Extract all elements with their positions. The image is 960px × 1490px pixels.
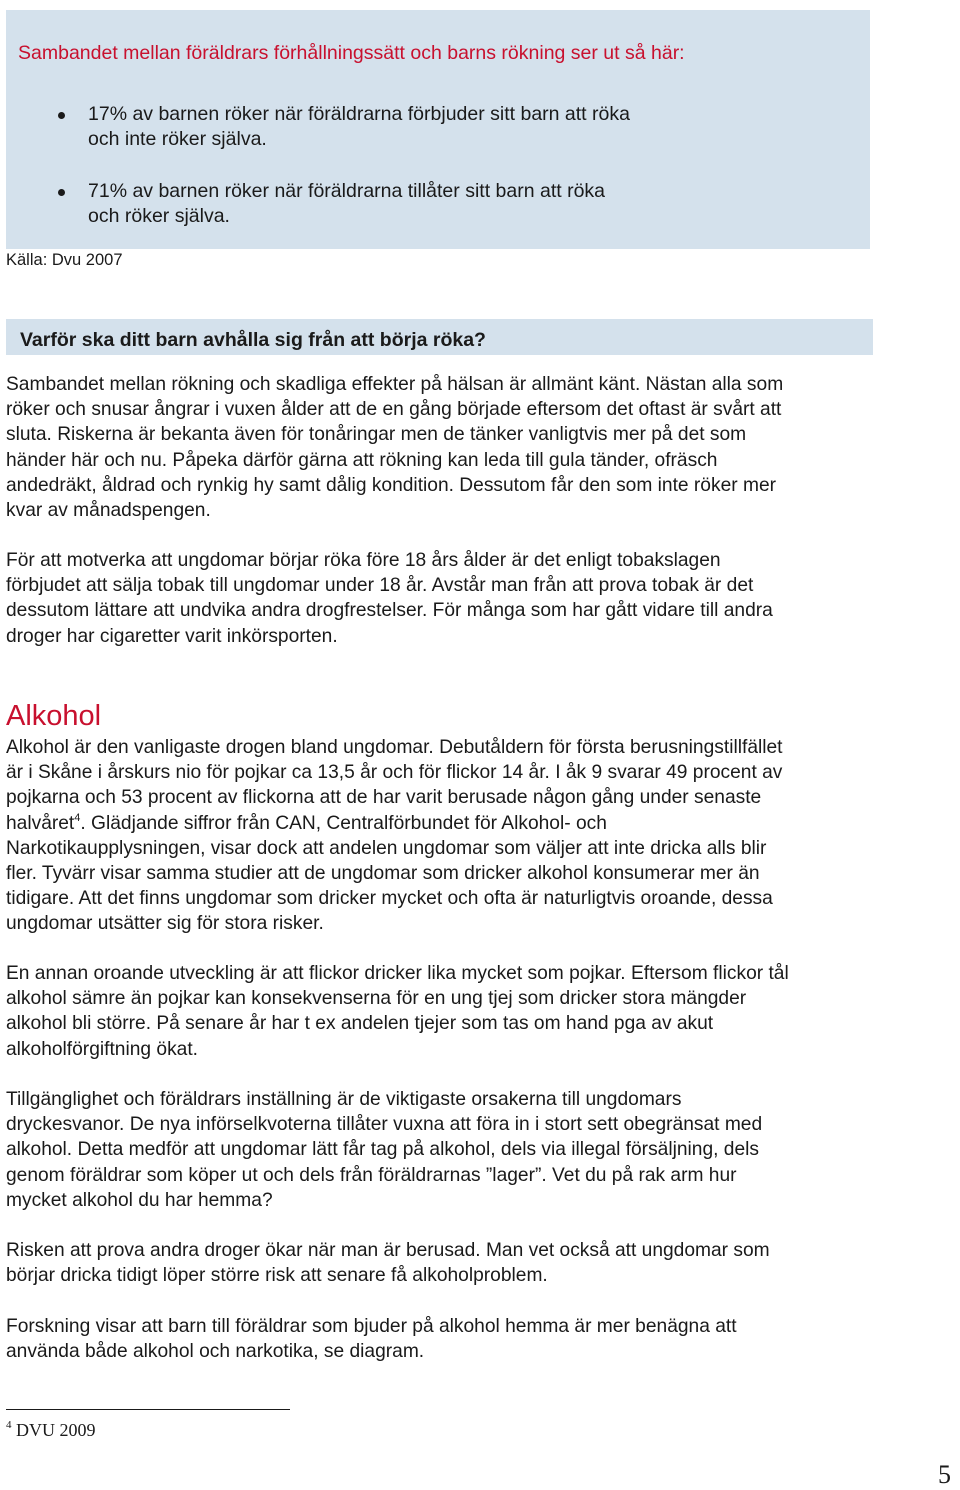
text-line: genom föräldrar som köper ut och dels från föräldrarnas ”lager”. Vet du på rak arm hur <box>6 1164 737 1186</box>
text-line: alkoholförgiftning ökat. <box>6 1038 198 1060</box>
text-fragment: . Glädjande siffror från CAN, Centralförbundet för Alkohol- och <box>80 812 607 834</box>
footnote-number: 4 <box>6 1419 12 1431</box>
text-line: dessutom lättare att undvika andra drogfrestelser. För många som har gått vidare till andra <box>6 600 773 622</box>
text-line: fler. Tyvärr visar samma studier att de ungdomar som dricker alkohol konsumerar mer än <box>6 863 760 885</box>
text-line: är i Skåne i årskurs nio för pojkar ca 13,5 år och för flickor 14 år. I åk 9 svarar 49 procent av <box>6 762 783 784</box>
fact-item <box>88 102 630 152</box>
text-line: röker och snusar ångrar i vuxen ålder att de en gång började eftersom det oftast är svårt att <box>6 399 782 421</box>
bullet-icon <box>58 189 65 196</box>
page-number: 5 <box>938 1460 951 1489</box>
text-line: mycket alkohol du har hemma? <box>6 1189 273 1211</box>
text-line: Narkotikaupplysningen, visar dock att andelen ungdomar som väljer att inte dricka alls blir <box>6 837 767 859</box>
text-line <box>6 811 906 836</box>
text-line: händer här och nu. Påpeka därför gärna att rökning kan leda till gula tänder, ofräsch <box>6 449 718 471</box>
text-line: Risken att prova andra droger ökar när man är berusad. Man vet också att ungdomar som <box>6 1240 770 1261</box>
text-line: börjar dricka tidigt löper större risk att senare få alkoholproblem. <box>6 1265 548 1287</box>
paragraph <box>6 372 906 523</box>
paragraph <box>6 961 906 1062</box>
text-fragment: halvåret <box>6 812 75 834</box>
bullet-icon <box>58 112 65 119</box>
text-line: En annan oroande utveckling är att flickor dricker lika mycket som pojkar. Eftersom flickor tål <box>6 963 789 984</box>
text-line: pojkarna och 53 procent av flickorna att de har varit berusade någon gång under senaste <box>6 787 762 809</box>
footnote <box>6 1420 96 1441</box>
footnote-reference: 4 <box>74 811 81 824</box>
fact-line: och röker själva. <box>88 205 230 227</box>
paragraph <box>6 1087 906 1213</box>
text-line: använda både alkohol och narkotika, se diagram. <box>6 1341 425 1363</box>
text-line: Sambandet mellan rökning och skadliga effekter på hälsan är allmänt känt. Nästan alla som <box>6 374 784 395</box>
text-line: droger har cigaretter varit inkörsporten. <box>6 625 338 647</box>
text-line: alkohol. Detta medför att ungdomar lätt får tag på alkohol, dels via illegal försäljning, dels <box>6 1139 759 1161</box>
text-line: andedräkt, åldrad och rynkig hy samt dålig kondition. Dessutom får den som inte röker mer <box>6 474 777 496</box>
text-line: Tillgänglighet och föräldrars inställning är de viktigaste orsakerna till ungdomars <box>6 1089 682 1110</box>
fact-line: och inte röker själva. <box>88 128 267 150</box>
text-line: dryckesvanor. De nya införselkvoterna tillåter vuxna att föra in i stort sett obegränsat med <box>6 1114 763 1136</box>
text-line: alkohol sämre än pojkar kan konsekvenserna för en ung tjej som dricker stora mängder <box>6 988 747 1010</box>
paragraph <box>6 1314 906 1364</box>
factbox <box>6 10 870 249</box>
fact-line: 17% av barnen röker när föräldrarna förbjuder sitt barn att röka <box>88 103 630 125</box>
paragraph <box>6 548 906 649</box>
fact-item <box>88 179 605 229</box>
section-heading-alcohol: Alkohol <box>6 700 102 732</box>
text-line: För att motverka att ungdomar börjar röka före 18 års ålder är det enligt tobakslagen <box>6 550 721 571</box>
footnote-divider <box>6 1409 290 1410</box>
question-banner <box>6 319 873 355</box>
question-heading: Varför ska ditt barn avhålla sig från att börja röka? <box>20 329 486 351</box>
text-line: förbjudet att sälja tobak till ungdomar under 18 år. Avstår man från att prova tobak är det <box>6 575 754 597</box>
fact-line: 71% av barnen röker när föräldrarna tillåter sitt barn att röka <box>88 180 606 202</box>
text-line: tidigare. Att det finns ungdomar som dricker mycket och ofta är naturligtvis oroande, dessa <box>6 888 773 910</box>
paragraph <box>6 735 906 937</box>
text-line: Alkohol är den vanligaste drogen bland ungdomar. Debutåldern för första berusningstillfället <box>6 737 783 758</box>
text-line: sluta. Riskerna är bekanta även för tonåringar men de tänker vanligtvis mer på det som <box>6 424 747 446</box>
footnote-text: DVU 2009 <box>16 1420 96 1440</box>
source-note: Källa: Dvu 2007 <box>6 251 123 269</box>
text-line: Forskning visar att barn till föräldrar som bjuder på alkohol hemma är mer benägna att <box>6 1316 737 1337</box>
text-line: alkohol bli större. På senare år har t ex andelen tjejer som tas om hand pga av akut <box>6 1013 714 1035</box>
text-line: kvar av månadspengen. <box>6 500 211 522</box>
factbox-title: Sambandet mellan föräldrars förhållningssätt och barns rökning ser ut så här: <box>18 42 685 64</box>
text-line: ungdomar utsätter sig för stora risker. <box>6 913 324 935</box>
paragraph <box>6 1238 906 1288</box>
